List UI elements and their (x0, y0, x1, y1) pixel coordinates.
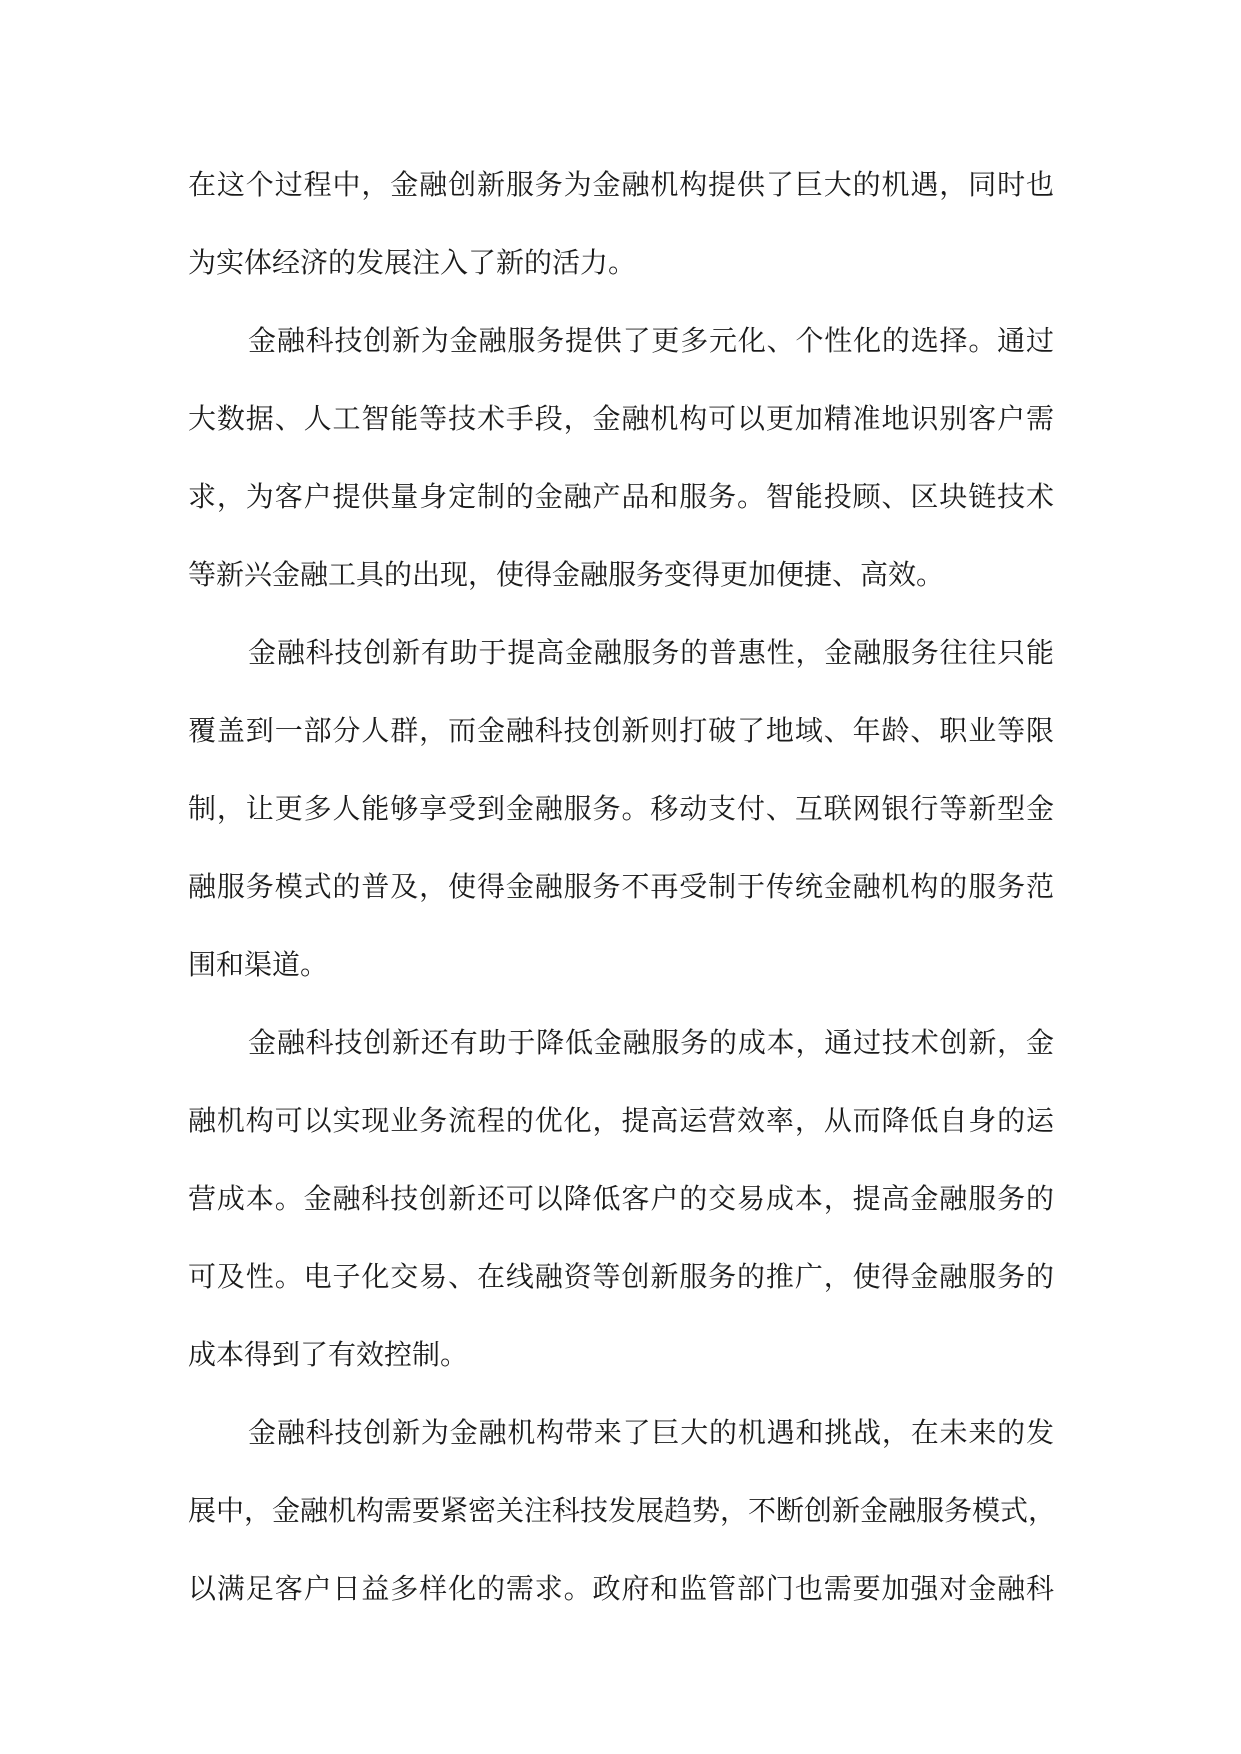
text-line: 金融科技创新还有助于降低金融服务的成本，通过技术创新，金 (248, 1026, 1054, 1059)
body-text (188, 146, 1057, 1628)
text-line: 为实体经济的发展注入了新的活力。 (188, 246, 637, 279)
text-line: 金融科技创新为金融机构带来了巨大的机遇和挑战，在未来的发 (248, 1416, 1054, 1449)
text-line: 营成本。金融科技创新还可以降低客户的交易成本，提高金融服务的 (188, 1182, 1054, 1215)
text-line: 金融科技创新有助于提高金融服务的普惠性，金融服务往往只能 (248, 636, 1054, 669)
text-line: 大数据、人工智能等技术手段，金融机构可以更加精准地识别客户需 (188, 402, 1054, 435)
text-line: 成本得到了有效控制。 (188, 1338, 469, 1371)
text-line: 融机构可以实现业务流程的优化，提高运营效率，从而降低自身的运 (188, 1104, 1054, 1137)
text-line: 展中，金融机构需要紧密关注科技发展趋势，不断创新金融服务模式， (188, 1494, 1057, 1527)
text-line: 等新兴金融工具的出现，使得金融服务变得更加便捷、高效。 (188, 558, 945, 591)
text-line: 覆盖到一部分人群，而金融科技创新则打破了地域、年龄、职业等限 (188, 714, 1054, 747)
text-line: 以满足客户日益多样化的需求。政府和监管部门也需要加强对金融科 (188, 1572, 1054, 1605)
text-line: 制，让更多人能够享受到金融服务。移动支付、互联网银行等新型金 (188, 792, 1054, 825)
text-line: 可及性。电子化交易、在线融资等创新服务的推广，使得金融服务的 (188, 1260, 1054, 1293)
text-line: 求，为客户提供量身定制的金融产品和服务。智能投顾、区块链技术 (188, 480, 1054, 513)
text-line: 金融科技创新为金融服务提供了更多元化、个性化的选择。通过 (248, 324, 1054, 357)
text-line: 融服务模式的普及，使得金融服务不再受制于传统金融机构的服务范 (188, 870, 1054, 903)
text-line: 在这个过程中，金融创新服务为金融机构提供了巨大的机遇，同时也 (188, 168, 1054, 201)
text-line: 围和渠道。 (188, 948, 329, 981)
